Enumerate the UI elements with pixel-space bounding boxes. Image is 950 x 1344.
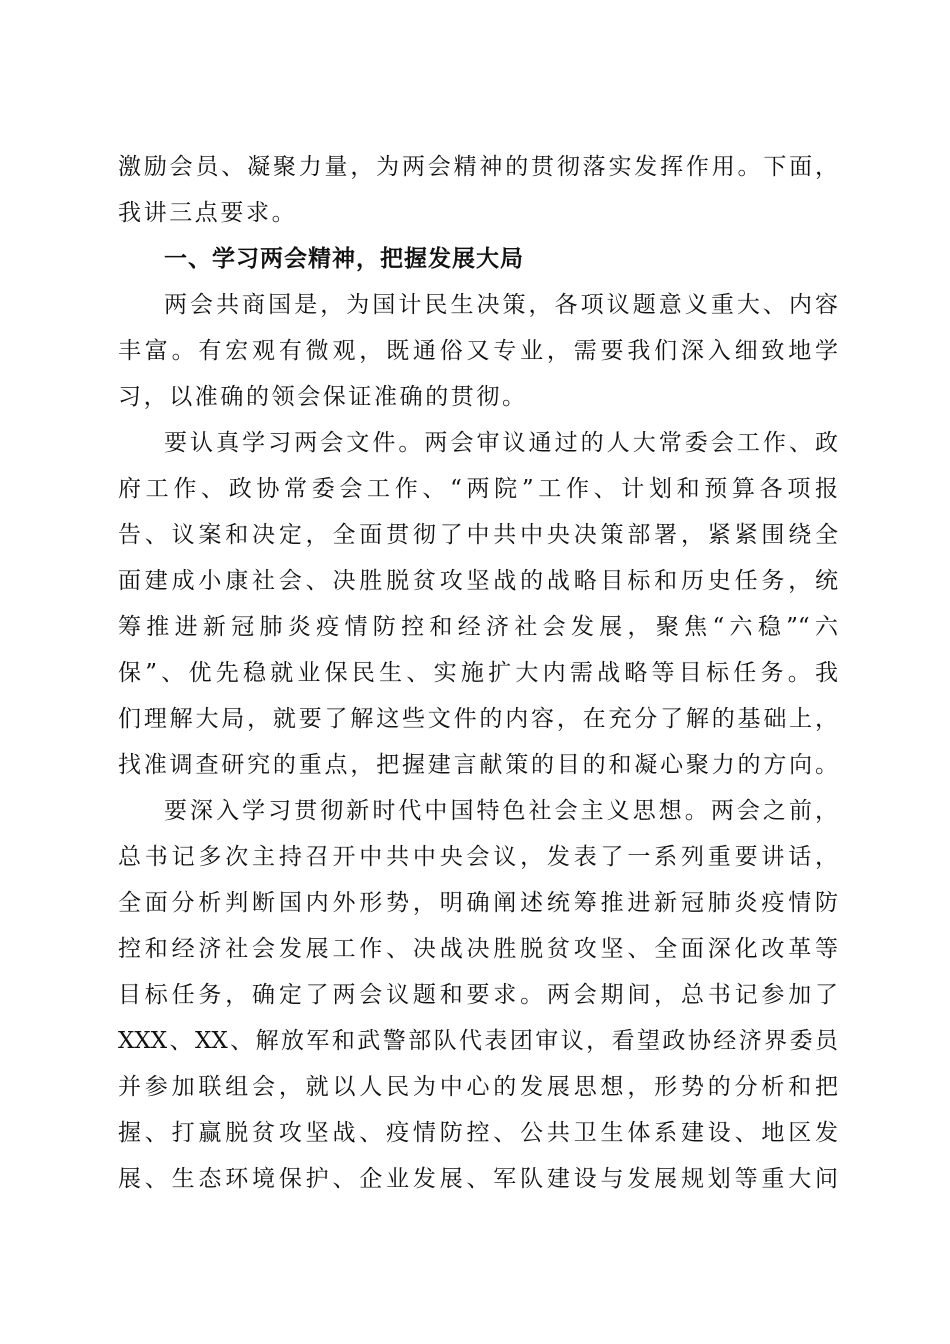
- text-line: 并参加联组会，就以人民为中心的发展思想，形势的分析和把: [118, 1074, 838, 1100]
- text-line: 保”、优先稳就业保民生、实施扩大内需战略等目标任务。我: [118, 660, 838, 686]
- text-line: 找准调查研究的重点，把握建言献策的目的和凝心聚力的方向。: [118, 752, 838, 778]
- text-line: 面建成小康社会、决胜脱贫攻坚战的战略目标和历史任务，统: [118, 568, 838, 594]
- text-line: 告、议案和决定，全面贯彻了中共中央决策部署，紧紧围绕全: [118, 522, 838, 548]
- text-line: 全面分析判断国内外形势，明确阐述统筹推进新冠肺炎疫情防: [118, 890, 838, 916]
- text-line: XXX、XX、解放军和武警部队代表团审议，看望政协经济界委员: [118, 1028, 838, 1054]
- text-line: 们理解大局，就要了解这些文件的内容，在充分了解的基础上，: [118, 706, 838, 732]
- text-line: 控和经济社会发展工作、决战决胜脱贫攻坚、全面深化改革等: [118, 936, 838, 962]
- text-line: 激励会员、凝聚力量，为两会精神的贯彻落实发挥作用。下面，: [118, 154, 838, 180]
- text-line: 我讲三点要求。: [118, 200, 298, 226]
- section-heading: 一、学习两会精神，把握发展大局: [164, 246, 524, 272]
- text-line: 总书记多次主持召开中共中央会议，发表了一系列重要讲话，: [118, 844, 838, 870]
- text-line: 展、生态环境保护、企业发展、军队建设与发展规划等重大问: [118, 1166, 838, 1192]
- text-line: 筹推进新冠肺炎疫情防控和经济社会发展，聚焦“六稳”“六: [118, 614, 838, 640]
- text-line: 习，以准确的领会保证准确的贯彻。: [118, 384, 528, 410]
- body-text: [118, 144, 838, 1202]
- text-line: 府工作、政协常委会工作、“两院”工作、计划和预算各项报: [118, 476, 838, 502]
- text-line: 要认真学习两会文件。两会审议通过的人大常委会工作、政: [164, 430, 838, 456]
- text-line: 要深入学习贯彻新时代中国特色社会主义思想。两会之前，: [164, 798, 838, 824]
- text-line: 握、打赢脱贫攻坚战、疫情防控、公共卫生体系建设、地区发: [118, 1120, 838, 1146]
- text-line: 目标任务，确定了两会议题和要求。两会期间，总书记参加了: [118, 982, 838, 1008]
- text-line: 丰富。有宏观有微观，既通俗又专业，需要我们深入细致地学: [118, 338, 838, 364]
- text-line: 两会共商国是，为国计民生决策，各项议题意义重大、内容: [164, 292, 838, 318]
